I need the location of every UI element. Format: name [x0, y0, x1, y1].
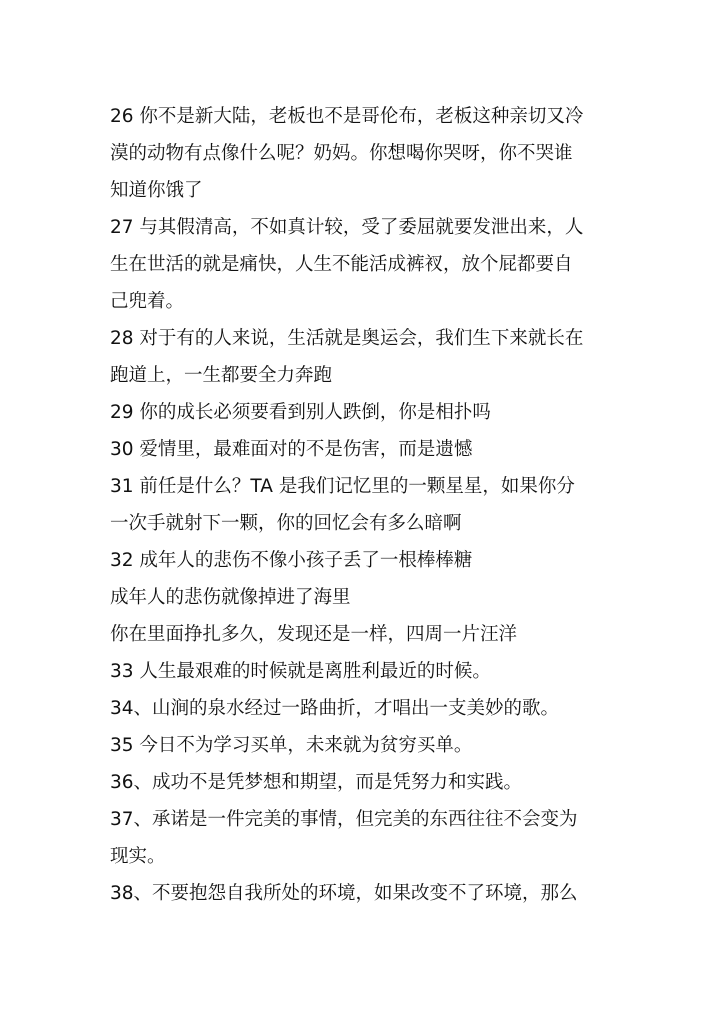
text-line: 成年人的悲伤就像掉进了海里 — [110, 587, 351, 608]
text-line: 29 你的成长必须要看到别人跌倒，你是相扑吗 — [110, 402, 491, 423]
text-line: 30 爱情里，最难面对的不是伤害，而是遗憾 — [110, 439, 473, 460]
text-line: 跑道上，一生都要全力奔跑 — [110, 365, 333, 386]
text-line: 36、成功不是凭梦想和期望，而是凭努力和实践。 — [110, 772, 523, 793]
text-line: 26 你不是新大陆，老板也不是哥伦布，老板这种亲切又冷 — [110, 106, 584, 127]
text-line: 35 今日不为学习买单，未来就为贫穷买单。 — [110, 735, 473, 756]
text-line: 28 对于有的人来说，生活就是奥运会，我们生下来就长在 — [110, 328, 584, 349]
text-line: 32 成年人的悲伤不像小孩子丢了一根棒棒糖 — [110, 550, 473, 571]
text-line: 27 与其假清高，不如真计较，受了委屈就要发泄出来，人 — [110, 217, 584, 238]
text-line: 34、山涧的泉水经过一路曲折，才唱出一支美妙的歌。 — [110, 698, 560, 719]
text-line: 38、不要抱怨自我所处的环境，如果改变不了环境，那么 — [110, 883, 578, 904]
text-line: 知道你饿了 — [110, 180, 203, 201]
text-line: 己兜着。 — [110, 291, 185, 312]
text-line: 生在世活的就是痛快，人生不能活成裤衩，放个屁都要自 — [110, 254, 573, 275]
text-line: 33 人生最艰难的时候就是离胜利最近的时候。 — [110, 661, 491, 682]
document-body — [110, 98, 620, 912]
text-line: 你在里面挣扎多久，发现还是一样，四周一片汪洋 — [110, 624, 518, 645]
text-line: 31 前任是什么？TA 是我们记忆里的一颗星星，如果你分 — [110, 476, 575, 497]
text-line: 现实。 — [110, 846, 166, 867]
text-line: 37、承诺是一件完美的事情，但完美的东西往往不会变为 — [110, 809, 578, 830]
text-line: 漠的动物有点像什么呢？奶妈。你想喝你哭呀，你不哭谁 — [110, 143, 573, 164]
text-line: 一次手就射下一颗，你的回忆会有多么暗啊 — [110, 513, 462, 534]
